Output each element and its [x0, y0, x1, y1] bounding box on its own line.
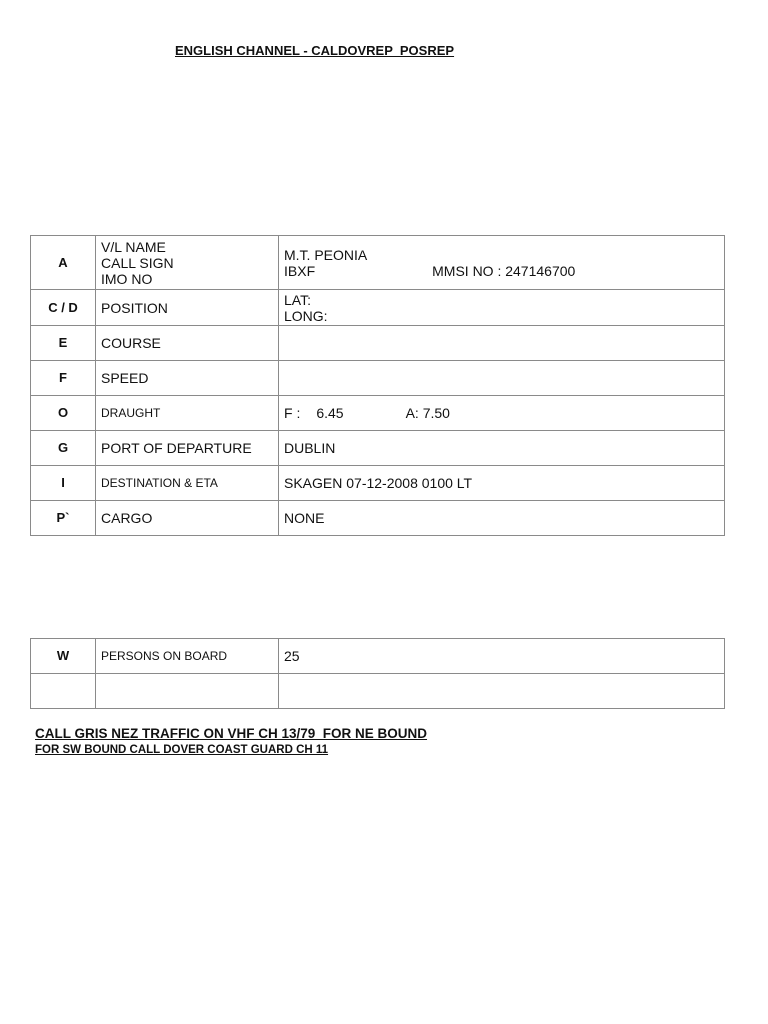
traffic-notice-ne: CALL GRIS NEZ TRAFFIC ON VHF CH 13/79 FOR NE BOUND — [35, 726, 428, 741]
row-label — [96, 236, 279, 290]
row-value — [279, 326, 725, 361]
imo-label: IMO NO — [101, 270, 153, 287]
row-cargo — [31, 501, 725, 536]
row-code: W — [31, 639, 96, 674]
row-label: PORT OF DEPARTURE — [96, 431, 279, 466]
lat-label: LAT: — [284, 291, 311, 308]
row-vessel — [31, 236, 725, 290]
page-title: ENGLISH CHANNEL - CALDOVREP POSREP — [175, 43, 455, 58]
row-value — [279, 396, 725, 431]
row-code — [31, 674, 96, 709]
call-sign-label: CALL SIGN — [101, 254, 174, 271]
row-code: E — [31, 326, 96, 361]
traffic-notice-sw: FOR SW BOUND CALL DOVER COAST GUARD CH 11 — [35, 744, 329, 756]
vessel-name-label: V/L NAME — [101, 238, 166, 255]
row-code: F — [31, 361, 96, 396]
row-label: PERSONS ON BOARD — [96, 639, 279, 674]
persons-table — [30, 638, 725, 709]
row-label: DRAUGHT — [96, 396, 279, 431]
draught-fwd-value: 6.45 — [316, 405, 344, 421]
row-value: NONE — [279, 501, 725, 536]
row-label — [96, 674, 279, 709]
row-label: CARGO — [96, 501, 279, 536]
row-value — [279, 236, 725, 290]
posrep-table — [30, 235, 725, 536]
row-course — [31, 326, 725, 361]
row-value — [279, 674, 725, 709]
row-departure — [31, 431, 725, 466]
row-label: POSITION — [96, 290, 279, 326]
row-persons — [31, 639, 725, 674]
vessel-name-value: M.T. PEONIA — [284, 246, 368, 263]
draught-aft: A: 7.50 — [405, 405, 450, 421]
row-label: DESTINATION & ETA — [96, 466, 279, 501]
call-sign-line — [284, 263, 724, 279]
row-code: G — [31, 431, 96, 466]
row-position — [31, 290, 725, 326]
long-label: LONG: — [284, 307, 328, 324]
row-label: COURSE — [96, 326, 279, 361]
row-code: P` — [31, 501, 96, 536]
draught-fwd-label: F : — [284, 405, 301, 421]
call-sign-value: IBXF — [284, 262, 316, 279]
row-value: 25 — [279, 639, 725, 674]
row-code: I — [31, 466, 96, 501]
row-code: O — [31, 396, 96, 431]
row-value: DUBLIN — [279, 431, 725, 466]
row-value: SKAGEN 07-12-2008 0100 LT — [279, 466, 725, 501]
row-draught — [31, 396, 725, 431]
row-value — [279, 361, 725, 396]
row-value — [279, 290, 725, 326]
row-speed — [31, 361, 725, 396]
row-destination — [31, 466, 725, 501]
row-code: A — [31, 236, 96, 290]
row-label: SPEED — [96, 361, 279, 396]
row-code: C / D — [31, 290, 96, 326]
mmsi-value: MMSI NO : 247146700 — [432, 262, 576, 279]
row-empty — [31, 674, 725, 709]
